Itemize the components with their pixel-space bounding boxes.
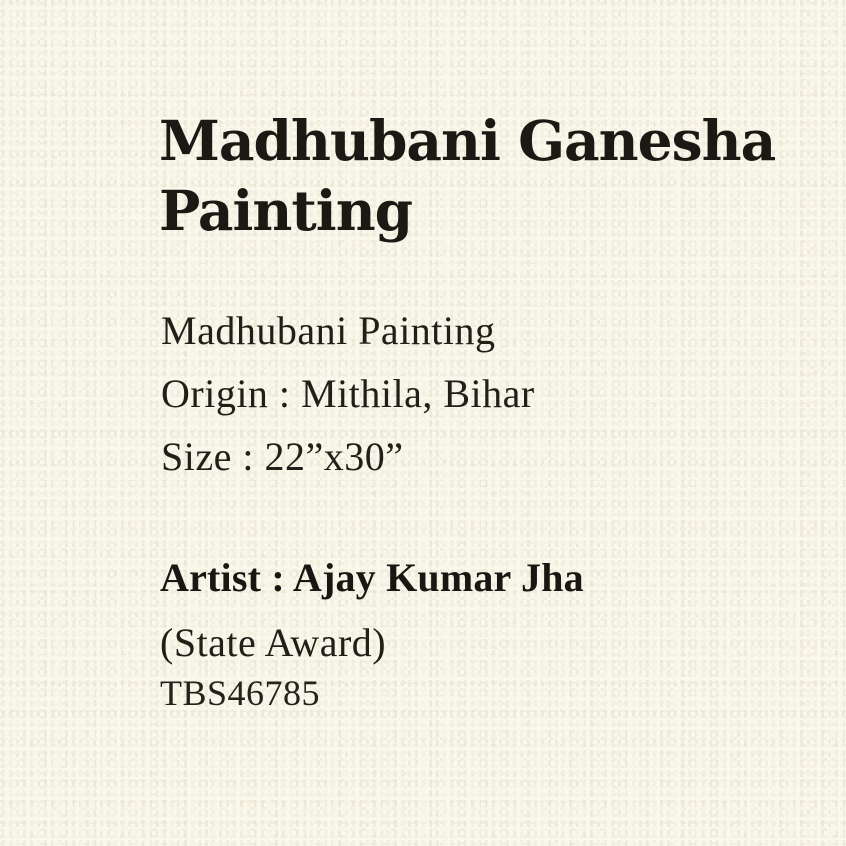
detail-type-line: Madhubani Painting — [161, 308, 496, 353]
product-title-line-2: Painting — [159, 178, 413, 243]
product-details — [161, 299, 535, 488]
product-title — [159, 106, 775, 246]
detail-size-line: Size : 22”x30” — [161, 434, 404, 479]
product-title-line-1: Madhubani Ganesha — [159, 108, 776, 173]
award-line: (State Award) — [160, 620, 387, 665]
artist-line: Artist : Ajay Kumar Jha — [160, 555, 584, 600]
detail-origin-line: Origin : Mithila, Bihar — [161, 371, 535, 416]
sku-code: TBS46785 — [160, 673, 321, 713]
